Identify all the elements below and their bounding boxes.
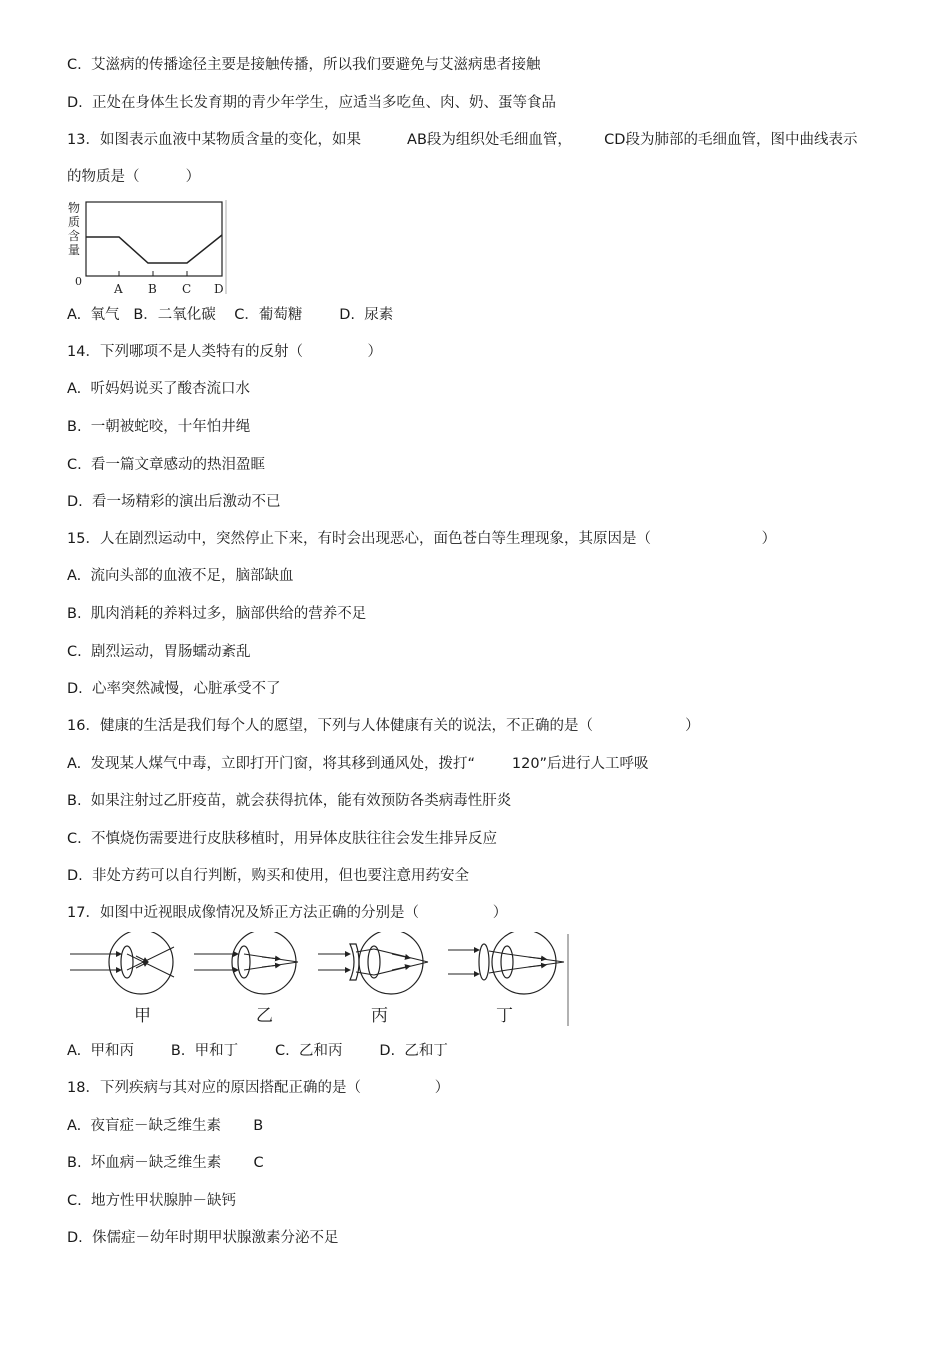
option-18a: A. 夜盲症－缺乏维生素 B — [67, 1118, 264, 1134]
q17-eye-diagrams — [66, 932, 576, 1028]
question-14: 14．下列哪项不是人类特有的反射（ ） — [67, 344, 382, 360]
q13-graph — [66, 198, 231, 298]
graph-ylabel-2: 质 — [68, 215, 81, 229]
tick-label-d: D — [214, 282, 224, 296]
options-13: A. 氧气 B．二氧化碳 C．葡萄糖 D. 尿素 — [67, 307, 394, 323]
eye-yi — [194, 932, 298, 1026]
option-14a: A. 听妈妈说买了酸杏流口水 — [67, 381, 250, 397]
eye-bing — [318, 932, 428, 1026]
option-16c: C. 不慎烧伤需要进行皮肤移植时，用异体皮肤往往会发生排异反应 — [67, 831, 497, 847]
option-16a: A. 发现某人煤气中毒，立即打开门窗，将其移到通风处，拨打“ 120”后进行人工呼吸 — [67, 756, 649, 772]
tick-label-b: B — [148, 282, 157, 296]
label-ding: 丁 — [496, 1006, 513, 1026]
option-14d: D. 看一场精彩的演出后激动不已 — [67, 494, 281, 510]
label-bing: 丙 — [371, 1006, 388, 1026]
option-16b: B. 如果注射过乙肝疫苗，就会获得抗体，能有效预防各类病毒性肝炎 — [67, 793, 512, 809]
graph-ylabel-4: 量 — [68, 243, 81, 257]
question-16: 16．健康的生活是我们每个人的愿望，下列与人体健康有关的说法，不正确的是（ ） — [67, 718, 700, 734]
label-jia: 甲 — [134, 1006, 151, 1026]
tick-label-c: C — [182, 282, 192, 296]
label-yi: 乙 — [256, 1006, 273, 1026]
question-18: 18．下列疾病与其对应的原因搭配正确的是（ ） — [67, 1080, 450, 1096]
option-14b: B. 一朝被蛇咬，十年怕井绳 — [67, 419, 251, 435]
tick-label-a: A — [114, 282, 123, 296]
options-17: A. 甲和丙 B. 甲和丁 C. 乙和丙 D. 乙和丁 — [67, 1043, 448, 1059]
option-12d: D. 正处在身体生长发育期的青少年学生，应适当多吃鱼、肉、奶、蛋等食品 — [67, 95, 556, 111]
option-15c: C. 剧烈运动，胃肠蠕动紊乱 — [67, 644, 251, 660]
question-17: 17．如图中近视眼成像情况及矫正方法正确的分别是（ ） — [67, 905, 508, 921]
eye-ding — [448, 932, 564, 1026]
option-18d: D. 侏儒症－幼年时期甲状腺激素分泌不足 — [67, 1230, 339, 1246]
option-15b: B. 肌肉消耗的养料过多，脑部供给的营养不足 — [67, 606, 367, 622]
question-13-cont: 的物质是（ ） — [67, 169, 201, 185]
option-14c: C. 看一篇文章感动的热泪盈眶 — [67, 457, 265, 473]
option-15d: D. 心率突然减慢，心脏承受不了 — [67, 681, 281, 697]
question-15: 15．人在剧烈运动中，突然停止下来，有时会出现恶心，面色苍白等生理现象，其原因是（ ） — [67, 531, 777, 547]
graph-ylabel-1: 物 — [68, 201, 81, 215]
question-13: 13．如图表示血液中某物质含量的变化，如果 AB段为组织处毛细血管， CD段为肺部的毛细血管，图中曲线表示 — [67, 132, 858, 148]
eye-jia — [70, 932, 174, 1026]
option-12c: C. 艾滋病的传播途径主要是接触传播，所以我们要避免与艾滋病患者接触 — [67, 57, 541, 73]
graph-frame — [86, 202, 222, 276]
graph-origin: 0 — [75, 275, 82, 288]
option-15a: A. 流向头部的血液不足，脑部缺血 — [67, 568, 294, 584]
graph-ylabel-3: 含 — [68, 229, 81, 243]
option-18b: B. 坏血病－缺乏维生素 C — [67, 1155, 264, 1171]
option-16d: D. 非处方药可以自行判断，购买和使用，但也要注意用药安全 — [67, 868, 469, 884]
graph-curve — [86, 235, 222, 263]
option-18c: C. 地方性甲状腺肿－缺钙 — [67, 1193, 236, 1209]
